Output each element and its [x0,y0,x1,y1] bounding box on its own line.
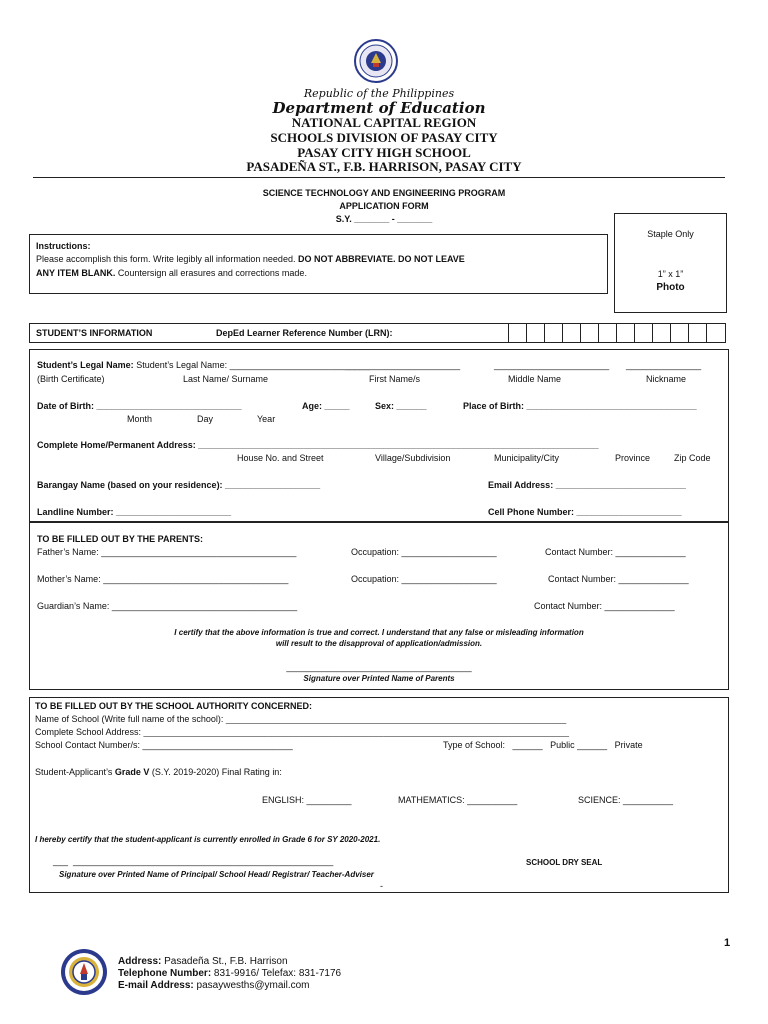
principal-signature-line[interactable]: ___ ____________________________________________________ [53,856,334,866]
school-address-text: PASADEÑA ST., F.B. HARRISON, PASAY CITY [246,159,522,174]
footer-email-label: E-mail Address: [118,980,194,991]
footer-telephone [118,968,341,979]
school-address-field[interactable]: Complete School Address: _____________________________________________________________________________________ [35,727,570,737]
municipality-label: Municipality/City [494,453,560,463]
mother-name-field[interactable]: Mother’s Name: _____________________________________ [37,574,289,584]
village-label: Village/Subdivision [375,453,451,463]
lrn-digit-box[interactable] [652,324,667,342]
nickname-blank[interactable]: _______________ [626,360,702,370]
student-info-header [29,323,726,343]
footer-tel-label: Telephone Number: [118,968,212,979]
instructions-bold-1: DO NOT ABBREVIATE. DO NOT LEAVE [297,254,465,264]
student-info-title: STUDENT’S INFORMATION [36,328,153,338]
last-name-label: Last Name/ Surname [183,374,269,384]
lrn-digit-box[interactable] [706,324,721,342]
instructions-line-2 [36,268,307,278]
house-street-label: House No. and Street [237,453,324,463]
father-name-field[interactable]: Father’s Name: _______________________________________ [37,547,297,557]
school-name-field[interactable]: Name of School (Write full name of the school): ____________________________________________________________________ [35,714,567,724]
age-field[interactable]: Age: _____ [302,401,350,411]
father-occupation-field[interactable]: Occupation: ___________________ [351,547,497,557]
day-label: Day [197,414,214,424]
nickname-label: Nickname [646,374,687,384]
birth-cert-label: (Birth Certificate) [37,374,105,384]
photo-box [614,213,727,313]
email-field[interactable]: Email Address: __________________________ [488,480,686,490]
footer-address [118,956,288,967]
middle-name-label: Middle Name [508,374,562,384]
enrollment-certify-text: I hereby certify that the student-applicant is currently enrolled in Grade 6 for SY 2020-2021. [35,835,381,844]
school-authority-heading: TO BE FILLED OUT BY THE SCHOOL AUTHORITY CONCERNED: [35,701,313,711]
instructions-box [29,234,608,294]
legal-name-blank[interactable]: Student’s Legal Name: ____________________________ [136,360,370,370]
mother-contact-field[interactable]: Contact Number: ______________ [548,574,689,584]
dash-mark: - [380,881,383,891]
lrn-digit-box[interactable] [598,324,613,342]
photo-size-text: 1” x 1” [657,269,684,279]
school-contact-field[interactable]: School Contact Number/s: ______________________________ [35,740,293,750]
math-rating-field[interactable]: MATHEMATICS: __________ [398,795,518,805]
parents-certify-2: will result to the disapproval of application/admission. [275,639,483,648]
footer-tel-value: 831-9916/ Telefax: 831-7176 [211,968,342,979]
page-number: 1 [724,937,731,949]
first-name-label: First Name/s [369,374,421,384]
grade-rating-b: Grade V [114,767,150,777]
parents-signature-label: Signature over Printed Name of Parents [303,674,455,683]
division-text: SCHOOLS DIVISION OF PASAY CITY [270,130,498,145]
dry-seal-label: SCHOOL DRY SEAL [526,858,603,867]
lrn-digit-box[interactable] [544,324,559,342]
first-name-blank[interactable]: _______________________ [345,360,461,370]
year-label: Year [257,414,276,424]
lrn-digit-box[interactable] [580,324,595,342]
footer-email-value: pasaywesths@ymail.com [193,980,310,991]
parents-certify-1: I certify that the above information is true and correct. I understand that any false or misleading information [174,628,584,637]
grade-rating-c: (S.Y. 2019-2020) Final Rating in: [149,767,282,777]
region-text: NATIONAL CAPITAL REGION [291,115,477,130]
lrn-digit-box[interactable] [634,324,649,342]
instructions-bold-2: ANY ITEM BLANK. [36,268,116,278]
instructions-text-2: Countersign all erasures and corrections made. [115,268,307,278]
home-address-field[interactable]: Complete Home/Permanent Address: ________________________________________________________________________________ [37,440,599,450]
lrn-digit-box[interactable] [616,324,631,342]
grade-rating-text [35,767,282,777]
zip-label: Zip Code [674,453,711,463]
instructions-heading: Instructions: [36,241,91,251]
month-label: Month [127,414,153,424]
mother-occupation-field[interactable]: Occupation: ___________________ [351,574,497,584]
header-rule [33,177,725,178]
barangay-field[interactable]: Barangay Name (based on your residence): ___________________ [37,480,321,490]
legal-name-field[interactable]: Student’s Legal Name: Student’s Legal Name: ____________________________ [37,360,370,370]
parents-heading: TO BE FILLED OUT BY THE PARENTS: [37,534,204,544]
parents-signature-line[interactable]: _____________________________________ [286,662,472,672]
school-text: PASAY CITY HIGH SCHOOL [297,145,471,160]
footer-address-label: Address: [118,956,162,967]
sex-field[interactable]: Sex: ______ [375,401,427,411]
guardian-name-field[interactable]: Guardian’s Name: _____________________________________ [37,601,298,611]
lrn-digit-box[interactable] [670,324,685,342]
department-title: Department of Education [272,99,486,117]
school-logo-icon [60,948,108,996]
father-contact-field[interactable]: Contact Number: ______________ [545,547,686,557]
lrn-boxes[interactable] [508,324,726,342]
lrn-label: DepEd Learner Reference Number (LRN): [216,328,393,338]
place-of-birth-field[interactable]: Place of Birth: __________________________________ [463,401,697,411]
footer-email [118,980,310,991]
republic-text: Republic of the Philippines [303,87,455,100]
staple-text: Staple Only [647,229,694,239]
lrn-digit-box[interactable] [508,324,523,342]
instructions-text-1: Please accomplish this form. Write legibly all information needed. [36,254,298,264]
principal-signature-label: Signature over Printed Name of Principal/ School Head/ Registrar/ Teacher-Adviser [59,870,374,879]
footer-address-value: Pasadeña St., F.B. Harrison [161,956,288,967]
photo-label: Photo [656,282,685,293]
school-type-field[interactable]: Type of School: ______ Public ______ Private [443,740,643,750]
science-rating-field[interactable]: SCIENCE: __________ [578,795,674,805]
form-title: APPLICATION FORM [339,201,429,211]
middle-name-blank[interactable]: _______________________ [494,360,610,370]
school-year-field[interactable]: S.Y. _______ - _______ [335,214,433,224]
cellphone-field[interactable]: Cell Phone Number: _____________________ [488,507,682,517]
landline-field[interactable]: Landline Number: _______________________ [37,507,232,517]
english-rating-field[interactable]: ENGLISH: _________ [262,795,352,805]
instructions-line-1 [36,254,465,264]
program-title: SCIENCE TECHNOLOGY AND ENGINEERING PROGRAM [262,188,506,198]
lrn-digit-box[interactable] [526,324,541,342]
deped-seal-icon [354,39,398,83]
lrn-digit-box[interactable] [688,324,703,342]
grade-rating-a: Student-Applicant’s [35,767,115,777]
guardian-contact-field[interactable]: Contact Number: ______________ [534,601,675,611]
lrn-digit-box[interactable] [562,324,577,342]
dob-field[interactable]: Date of Birth: _____________________________ [37,401,242,411]
province-label: Province [615,453,651,463]
